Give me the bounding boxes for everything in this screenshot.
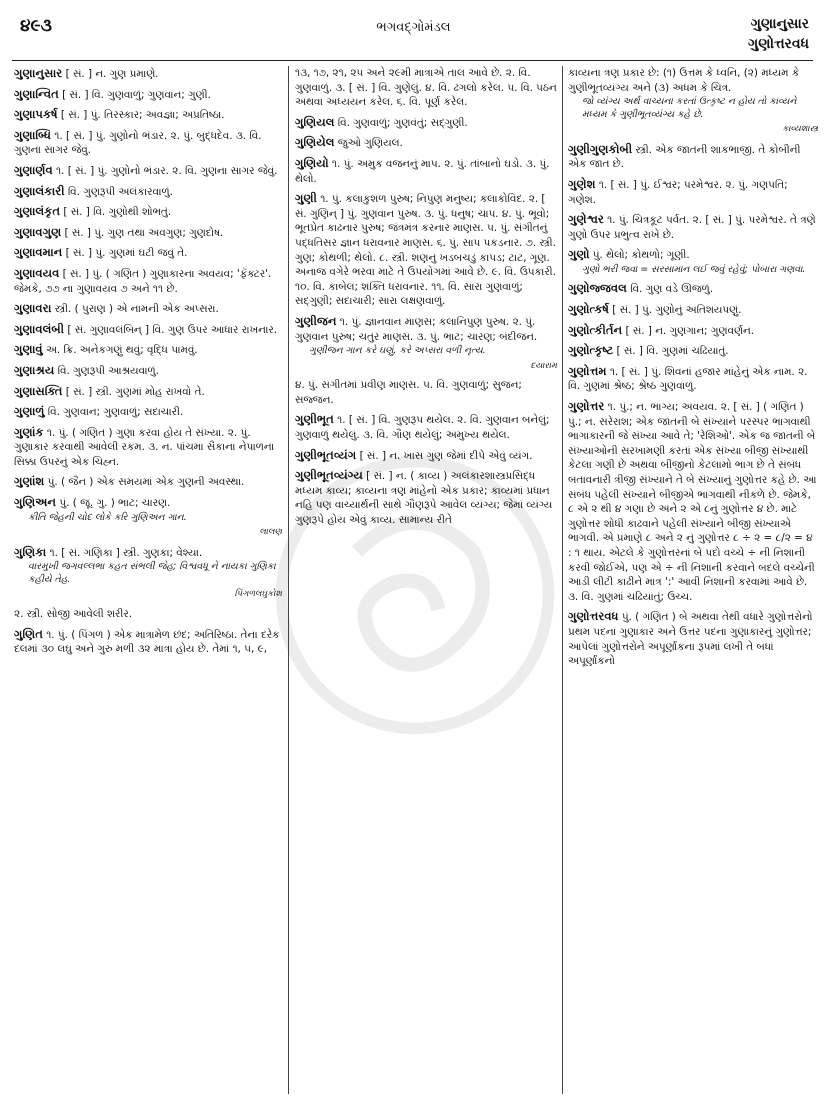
- dictionary-entry: [568, 323, 818, 339]
- entry-headword: ગુણેશ: [568, 176, 596, 191]
- page-number: ૪૯૩: [20, 16, 52, 36]
- entry-headword: ગુણીભૂત: [295, 412, 334, 427]
- entry-headword: ગુણેશ્વર: [568, 212, 604, 227]
- dictionary-entry: [568, 142, 818, 172]
- entry-definition: [ સં. ] સ્ત્રી. ગુણમાં મોહ રાખવો તે.: [62, 385, 205, 398]
- entry-definition: [ સં. ] પું. ગુણમાં ઘટી જવું તે.: [62, 247, 188, 260]
- dictionary-entry: [14, 607, 282, 622]
- entry-definition: ૧. [ સં. ] વિ. ગુણરૂપ થયેલ. ૨. વિ. ગુણવાન બનેલું; ગુણવાળું થયેલું. ૩. વિ. ગૌણ થયેલું; અમુખ્ય થયેલ.: [295, 414, 550, 441]
- entry-definition: [ સં. ] વિ. ગુણમાં ચઢિયાતું.: [613, 345, 729, 358]
- dictionary-entry: [295, 66, 557, 110]
- entry-headword: ગુણાસક્તિ: [14, 383, 63, 398]
- dictionary-entry: [295, 135, 557, 151]
- dictionary-entry: [14, 627, 282, 657]
- entry-definition: [ સં. ] વિ. ગુણવાળું; ગુણવાન; ગુણી.: [58, 88, 211, 101]
- entry-definition: વિ. ગુણ વડે ઊજળું.: [626, 283, 714, 296]
- entry-headword: ગુણાવયવ: [14, 265, 60, 280]
- entry-headword: ગુણાપકર્ષ: [14, 107, 58, 122]
- entry-citation: ગુણીજન ગાન કરે ઘણું, કરે અપ્સરા વળી નૃત્ય.: [309, 345, 486, 357]
- dictionary-entry: [14, 163, 282, 179]
- header-rule: [12, 60, 813, 61]
- entry-headword: ગુણોત્તમ: [568, 363, 607, 378]
- entry-definition: ૧. [ સં. ] પું. ગુણોનો ભંડાર. ૨. પું. બુદ્ધદેવ. ૩. વિ. ગુણના સાગર જેવું.: [14, 129, 262, 157]
- entry-headword: ગુણોત્તરવધ: [568, 609, 619, 624]
- citation-source: કાવ્યશાસ્ત્ર: [782, 124, 818, 135]
- entry-headword: ગુણાવલંબી: [14, 321, 65, 336]
- page-header: [14, 8, 813, 62]
- column-1: [14, 66, 282, 1094]
- entry-headword: ગુણાંક: [14, 424, 44, 439]
- entry-citation: ગુણો ભરી જવા = સરસામાન લઈ જવું રહેવું; પોબારા ગણવા.: [582, 263, 806, 275]
- dictionary-entry: [14, 474, 282, 490]
- dictionary-entry: [295, 191, 557, 309]
- entry-definition: ૧. પું. જ્ઞાનવાન માણસ; કલાનિપુણ પુરુષ. ૨. પું. ગુણવાન પુરુષ; ચતુર માણસ. ૩. પું. ભાટ; ચારણ; બંદીજન.: [295, 315, 538, 343]
- entry-headword: ગુણાન્વિત: [14, 86, 59, 101]
- citation-source: લાલણ: [259, 527, 282, 538]
- entry-headword: ગુણિયો: [295, 155, 329, 170]
- entry-definition: ૧. પું. અમુક વજનનું માપ. ૨. પું. તાંબાનો ઘડો. ૩. પું. થેલો.: [295, 157, 550, 185]
- entry-definition: પું. ( જૂ. ગુ. ) ભાટ; ચારણ.: [56, 497, 171, 510]
- column-3: [568, 66, 818, 1094]
- dictionary-entry: [14, 404, 282, 420]
- dictionary-entry: [295, 468, 557, 527]
- entry-definition: ૧૩, ૧૭, ૨૧, ૨૫ અને ૨૯મી માત્રાએ તાલ આવે છે. ૨. વિ. ગુણવાળું. ૩. [ સં. ] વિ. ગુણેલું. ૪. વિ. ઢગલો કરેલ. ૫. વિ. પઠન અથવા અધ્યયન કરેલ. ૬. વિ. પૂર્ણ કરેલ.: [295, 67, 557, 109]
- entry-definition: [ સં. ] ન. ગુણગાન; ગુણવર્ણન.: [622, 324, 755, 337]
- dictionary-entry: [295, 448, 557, 464]
- entry-headword: ગુણાવરા: [14, 301, 52, 316]
- dictionary-entry: [568, 399, 818, 604]
- entry-headword: ગુણિયલ: [295, 114, 335, 129]
- entry-definition: ૧. [ સં. ] પું. ગુણોનો ભંડાર. ૨. વિ. ગુણના સાગર જેવું.: [52, 164, 278, 177]
- dictionary-entry: [14, 87, 282, 103]
- entry-headword: ગુણોત્તર: [568, 399, 605, 413]
- entry-definition: પું. ( જૈન ) એક સમયમાં એક ગુણની અવસ્થા.: [44, 476, 245, 489]
- entry-headword: ગુણીજન: [295, 313, 337, 328]
- dictionary-entry: [14, 225, 282, 241]
- entry-definition: સ્ત્રી. ( પુરાણ ) એ નામની એક અપ્સરા.: [51, 303, 219, 316]
- dictionary-entry: [568, 343, 818, 359]
- dictionary-entry: [14, 204, 282, 220]
- dictionary-entry: [568, 302, 818, 318]
- entry-headword: ગુણી: [295, 191, 317, 206]
- dictionary-entry: [295, 378, 557, 407]
- entry-definition: પું. થેલો; કોથળો; ગૂણી.: [589, 249, 690, 262]
- dictionary-entry: [568, 281, 818, 297]
- dictionary-entry: [14, 266, 282, 296]
- entry-definition: ૧. પું. કલાકુશળ પુરુષ; નિપુણ મનુષ્ય; કલાકોવિદ. ૨. [ સં. ગુણિન્ ] પું. ગુણવાન પુરુષ. ૩. પું. ધનુષ; ચાપ. ૪. પું. ભૂવો; ભૂતપ્રેત કાઢનાર પુરુષ; જંત્રમંત્ર કરનાર માણસ. ૫. પું. સંગીતનું પદ્ધતિસર જ્ઞાન ધરાવનાર માણસ. ૬. પું. સાપ પકડનાર. ૭. સ્ત્રી. ગુણ; કોથળી; થેલો. ૮. સ્ત્રી. શણનું ખડબચડું કાપડ; ટાટ, ગૂણ. અનાજ વગેરે ભરવા માટે તે ઉપયોગમાં આવે છે. ૯. વિ. ઉપકારી. ૧૦. વિ. કાબેલ; શક્તિ ધરાવનાર. ૧૧. વિ. સારા ગુણવાળું; સદ્ગુણી; સદાચારી; સારા લક્ષણવાળું.: [295, 193, 556, 308]
- entry-definition: [ સં. ] પું. તિરસ્કાર; અવજ્ઞા; અપ્રતિષ્ઠા.: [57, 109, 225, 122]
- column-divider: [288, 66, 289, 1094]
- entry-definition: કાવ્યના ત્રણ પ્રકાર છે: (૧) ઉત્તમ કે ધ્વનિ, (૨) મધ્યમ કે ગુણીભૂતવ્યંગ્ય અને (૩) અધમ કે ચિત્ર.: [568, 67, 800, 94]
- entry-headword: ગુણિકા: [14, 544, 47, 559]
- entry-headword: ગુણાર્ણવ: [14, 162, 53, 177]
- dictionary-entry: [568, 66, 818, 137]
- entry-headword: ગુણાશ્રય: [14, 362, 55, 377]
- entry-definition: ૧. [ સં. ] પું. શિવનાં હજાર માંહેનું એક નામ. ૨. વિ. ગુણમાં શ્રેષ્ઠ; શ્રેષ્ઠ ગુણવાળું.: [568, 365, 808, 393]
- entry-definition: વિ. ગુણરૂપી આશ્રયવાળું.: [54, 364, 159, 377]
- dictionary-entry: [295, 156, 557, 186]
- entry-definition: [ સં. ] પું. ( ગણિત ) ગુણાકારના અવયવ; 'ફૅક્ટર'. જેમકે, ૭૭ ના ગુણાવયવ ૭ અને ૧૧ છે.: [14, 267, 272, 295]
- dictionary-entry: [14, 342, 282, 358]
- entry-definition: સ્ત્રી. એક જાતની શાકભાજી. તે કોબીની એક જાત છે.: [568, 143, 801, 171]
- entry-definition: [ સં. ] પું. ગુણોનું અતિશયપણું.: [608, 304, 742, 317]
- entry-definition: પું. ( ગણિત ) બે અથવા તેથી વધારે ગુણોત્તરોનો પ્રથમ પદના ગુણાકાર અને ઉત્તર પદના ગુણાકારનું ગુણોત્તર; આપેલાં ગુણોત્તરોને અપૂર્ણાંકના રૂપમાં લખી તે બધાં અપૂર્ણાંકનો: [568, 611, 813, 668]
- entry-definition: અ. ક્રિ. અનેકગણું થવું; વૃદ્ધિ પામવું.: [42, 344, 198, 357]
- entry-definition: વિ. ગુણરૂપી અલંકારવાળું.: [64, 185, 173, 198]
- entry-definition: ૧. પું. ( ગણિત ) ગુણા કરવા હોય તે સંખ્યા. ૨. પું. ગુણાકાર કરવાથી આવેલી રકમ. ૩. ન. પાંચમા સૈકાના નેપાળના સિક્કા ઉપરનું એક ચિહ્ન.: [14, 426, 275, 468]
- entry-headword: ગુણાબ્ધિ: [14, 127, 51, 142]
- column-2: [295, 66, 557, 1094]
- dictionary-entry: [14, 66, 282, 82]
- entry-definition: [ સં. ] ન. ખાસ ગુણ જેમાં દીપે એવું વ્યંગ.: [356, 449, 533, 462]
- dictionary-columns: [12, 66, 818, 1094]
- dictionary-entry: [14, 107, 282, 123]
- dictionary-entry: [14, 545, 282, 602]
- dictionary-entry: [14, 245, 282, 261]
- guide-word-first: ગુણાનુસાર: [750, 16, 809, 32]
- entry-definition: [ સં. ] ન. ગુણ પ્રમાણે.: [62, 68, 159, 80]
- dictionary-entry: [568, 212, 818, 242]
- entry-definition: જુઓ ગુણિયલ.: [334, 137, 403, 150]
- entry-definition: ૧. [ સં. ] પું. ઈશ્વર; પરમેશ્વર. ૨. પું. ગણપતિ; ગણેશ.: [568, 178, 788, 206]
- entry-headword: ગુણાલંકૃત: [14, 204, 61, 219]
- entry-definition: વિ. ગુણવાન; ગુણવાળું; સદાચારી.: [44, 406, 184, 419]
- dictionary-entry: [568, 177, 818, 207]
- entry-citation: કીતિ જેહની ચોદ લોકે કરિ ગુણિઅન ગાન.: [28, 511, 187, 523]
- entry-definition: ૧. પું. ચિત્રકૂટ પર્વત. ૨. [ સં. ] પું. પરમેશ્વર. તે ત્રણે ગુણો ઉપર પ્રભુત્વ રાખે છે.: [568, 214, 816, 241]
- guide-words: [748, 14, 809, 54]
- column-divider: [562, 66, 563, 1094]
- entry-definition: ૪. પું. સંગીતમાં પ્રવીણ માણસ. ૫. વિ. ગુણવાળું; સુજન; સજ્જન.: [295, 379, 522, 406]
- citation-source: પિંગળલઘુકોશ: [234, 589, 282, 600]
- entry-headword: ગુણોત્કૃષ્ટ: [568, 343, 614, 358]
- entry-headword: ગુણાંશ: [14, 474, 45, 489]
- entry-headword: ગુણિઅન: [14, 495, 57, 510]
- entry-headword: ગુણિયેલ: [295, 135, 335, 150]
- entry-definition: [ સં. ] ન. ( કાવ્ય ) અલંકારશાસ્ત્રપ્રસિદ્ધ મધ્યમ કાવ્ય; કાવ્યના ત્રણ માંહેનો એક પ્રકાર; કાવ્યમાં પ્રધાન નહિ પણ વાચ્યાર્થની સાથે ગૌણરૂપે આવેલ વ્યંગ્ય; જેમાં વ્યંગ્ય ગુણરૂપે હોય એવું કાવ્ય. સામાન્ય રીતે: [295, 470, 553, 526]
- entry-headword: ગુણો: [568, 247, 590, 262]
- dictionary-entry: [14, 301, 282, 317]
- guide-word-last: ગુણોત્તરવધ: [748, 36, 809, 52]
- entry-definition: ૧. પું. ( પિંગળ ) એક માત્રામેળ છંદ; અતિરિષ્ઠા. તેના દરેક દલમાં ૩૦ લઘુ અને ગુરુ મળી ૩૨ માત્રા હોય છે. તેમાં ૧, ૫, ૯,: [14, 628, 280, 656]
- entry-headword: ગુણાવું: [14, 342, 43, 357]
- entry-citation: જો વ્યંગ્ય અર્થ વાચ્યના કરતાં ઉત્કૃષ્ટ ન હોય તો કાવ્યને મધ્યમ કે ગુણીભૂતવ્યંગ્ય કહે છે.: [582, 96, 797, 120]
- entry-headword: ગુણીભૂતવ્યંગ: [295, 447, 357, 462]
- entry-definition: [ સં. ] વિ. ગુણોથી શોભતું.: [60, 206, 172, 219]
- dictionary-entry: [14, 384, 282, 400]
- dictionary-entry: [14, 363, 282, 379]
- dictionary-entry: [568, 247, 818, 276]
- dictionary-entry: [568, 609, 818, 668]
- dictionary-entry: [14, 495, 282, 540]
- entry-definition: [ સં. ગુણાવલંબિન્ ] વિ. ગુણ ઉપર આધાર રાખનાર.: [64, 323, 278, 336]
- entry-headword: ગુણોત્કર્ષ: [568, 302, 609, 317]
- entry-definition: ૧. પું.; ન. ભાગ્ય; અવયવ. ૨. [ સં. ] ( ગણિત ) પું.; ન. સરેરાશ; એક જાતની બે સંખ્યાને પરસ્પર ભાગવાથી ભાગાકારની જે સંખ્યા આવે તે; 'રેશિઓ'. એક જ જાતની બે સંખ્યાઓની સરખામણી કરતાં એક સંખ્યા બીજી સંખ્યાથી કેટલા ગણી છે અથવા બીજીનો કેટલામો ભાગ છે તે સંબંધ બતાવનારી ત્રીજી સંખ્યાને તે બે સંખ્યાનું ગુણોત્તર કહે છે. આ સંબંધ પહેલી સંખ્યાને બીજીએ ભાગવાથી નીકળે છે. જેમકે, ૮ એ ૨ થી ૪ ગણા છે અને ૨ એ ૮નું ગુણોત્તર ૪ છે. માટે ગુણોત્તર શોધી કાઢવાને પહેલી સંખ્યાને બીજી સંખ્યાએ ભાગવી. એ પ્રમાણે ૮ અને ૨ નું ગુણોત્તર ૮ ÷ ૨ = ૮/૨ = ૪ : ૧ થાય. એટલે કે ગુણોત્તરનાં બે પદો વચ્ચે ÷ ની નિશાની કરવી જોઈએ, પણ એ ÷ ની નિશાની કરવાને બદલે વચ્ચેની આડી લીટી કાઢીને માત્ર ':' આવી નિશાની કરવામાં આવે છે. ૩. વિ. ગુણમાં ચઢિયાતું; ઉચ્ચ.: [568, 401, 817, 603]
- entry-definition: [ સં. ] પું. ગુણ તથા અવગુણ; ગુણદોષ.: [61, 226, 224, 239]
- running-title: ભગવદ્ગોમંડલ: [376, 20, 451, 35]
- dictionary-entry: [14, 425, 282, 470]
- dictionary-entry: [14, 322, 282, 338]
- entry-definition: ૧. [ સં. ગણિકા ] સ્ત્રી. ગુણકા; વેશ્યા.: [46, 546, 203, 559]
- entry-headword: ગુણાનુસાર: [14, 66, 63, 80]
- entry-headword: ગુણોત્કીર્તન: [568, 322, 623, 337]
- dictionary-entry: [14, 184, 282, 200]
- entry-citation: વારમુખી જગવલ્લભા કહત સંભલી જેહ; વિશ્વવધૂ ને નાયકા ગુણિકા કહીયે તેહ.: [28, 561, 276, 585]
- entry-definition: ૨. સ્ત્રી. સોજી આવેલી શરીર.: [14, 607, 133, 620]
- entry-headword: ગુણાવગુણ: [14, 224, 62, 239]
- dictionary-entry: [568, 364, 818, 394]
- entry-headword: ગુણિત: [14, 626, 43, 641]
- citation-source: દયારામ: [530, 360, 557, 371]
- entry-definition: વિ. ગુણવાળું; ગુણવંતું; સદ્ગુણી.: [334, 116, 468, 129]
- entry-headword: ગુણાલંકારી: [14, 183, 65, 198]
- dictionary-entry: [295, 314, 557, 373]
- dictionary-entry: [295, 115, 557, 131]
- entry-headword: ગુણોજ્જવલ: [568, 281, 627, 296]
- dictionary-entry: [14, 128, 282, 158]
- dictionary-entry: [295, 412, 557, 442]
- entry-headword: ગુણીભૂતવ્યંગ્ય: [295, 468, 363, 483]
- entry-headword: ગુણાવમાન: [14, 245, 63, 260]
- entry-headword: ગુણીગુણકોબી: [568, 141, 633, 156]
- entry-headword: ગુણાળું: [14, 404, 45, 419]
